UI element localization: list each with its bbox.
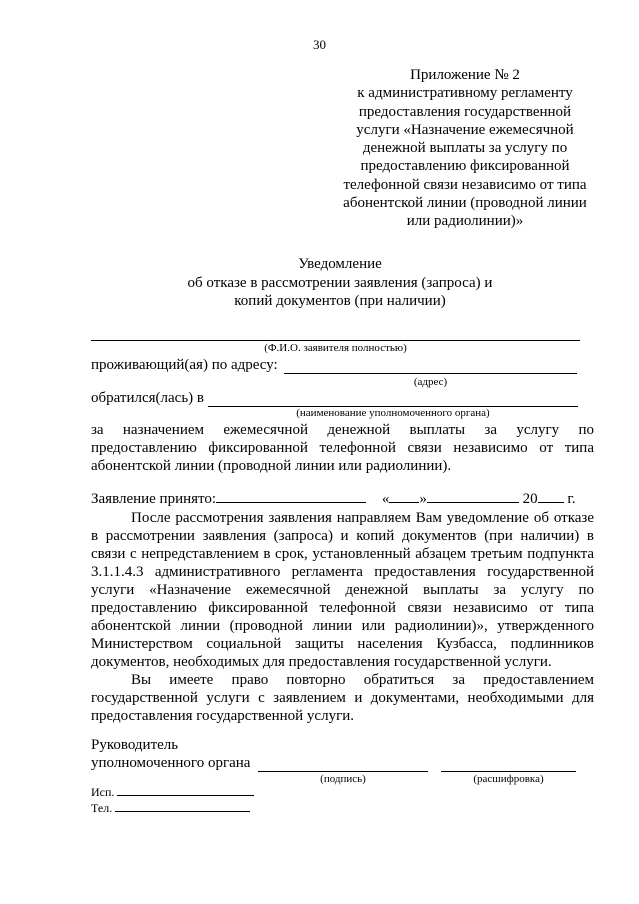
- phone-blank: [115, 811, 250, 812]
- quote-open: «: [381, 491, 390, 507]
- year-prefix: 20: [522, 491, 538, 507]
- signature-organ: уполномоченного органа: [91, 755, 251, 771]
- page-number: 30: [313, 37, 326, 52]
- address-underline: [284, 357, 577, 374]
- fio-caption: (Ф.И.О. заявителя полностью): [264, 342, 407, 354]
- appendix-line: предоставления государственной: [358, 103, 572, 120]
- title-line: копий документов (при наличии): [234, 293, 446, 309]
- body-line: документов, необходимых для предоставления государственной услуги.: [91, 654, 552, 670]
- accepted-label: Заявление принято:: [91, 491, 217, 507]
- appendix-line: денежной выплаты за услугу по: [362, 140, 568, 157]
- signature-title: Руководитель: [91, 737, 179, 753]
- body-line: Министерством социальной защиты населения Кузбасса, подлинников: [91, 636, 594, 652]
- appendix-line: Приложение № 2: [410, 67, 520, 83]
- signature-underline: [258, 755, 428, 772]
- body-line: услуги «Назначение ежемесячной денежной выплаты за услугу по: [91, 582, 594, 598]
- phone-label: Тел.: [91, 801, 113, 815]
- body-line: абонентской линии (проводной линии или радиолинии)», утвержденного: [91, 618, 594, 634]
- body-line: 3.1.1.4.3 административного регламента предоставления государственной: [91, 564, 594, 580]
- decode-underline: [441, 755, 576, 772]
- sign-caption: (подпись): [320, 773, 366, 785]
- body-line: предоставлению фиксированной телефонной связи независимо от типа: [91, 600, 594, 616]
- phone-line: [91, 801, 250, 816]
- purpose-line: предоставлению фиксированной телефонной связи независимо от типа: [91, 440, 594, 456]
- executor-blank: [117, 795, 254, 796]
- fio-underline: [91, 325, 580, 341]
- year-blank: [538, 502, 564, 503]
- month-blank: [427, 502, 519, 503]
- document-title: [150, 255, 530, 311]
- executor-label: Исп.: [91, 785, 115, 799]
- accepted-line: [91, 491, 576, 508]
- appendix-line: абонентской линии (проводной линии: [343, 195, 587, 212]
- executor-line: [91, 785, 254, 800]
- organ-caption: (наименование уполномоченного органа): [296, 407, 490, 419]
- appendix-line: услуги «Назначение ежемесячной: [356, 121, 574, 138]
- body-line: в рассмотрении заявления (запроса) и копий документов (при наличии) в: [91, 528, 594, 544]
- appendix-line: к административному регламенту: [357, 85, 573, 102]
- organ-underline: [208, 390, 578, 407]
- body-line: После рассмотрения заявления направляем Вам уведомление об отказе: [131, 510, 594, 526]
- title-line: об отказе в рассмотрении заявления (запроса) и: [187, 274, 493, 291]
- address-caption: (адрес): [413, 376, 448, 388]
- purpose-line: абонентской линии (проводной линии или радиолинии).: [91, 458, 452, 474]
- year-suffix: г.: [567, 491, 576, 507]
- body-line: предоставления государственной услуги.: [91, 708, 355, 724]
- appendix-line: предоставлению фиксированной: [360, 158, 570, 175]
- decode-caption: (расшифровка): [473, 773, 544, 785]
- body-line: государственной услуги с заявлением и документами, необходимыми для: [91, 690, 594, 706]
- appendix-line: или радиолинии)»: [406, 213, 524, 230]
- address-label: проживающий(ая) по адресу:: [91, 357, 278, 373]
- applied-label: обратился(лась) в: [91, 390, 204, 406]
- appendix-block: [340, 66, 590, 231]
- accepted-blank: [216, 502, 366, 503]
- body-line: Вы имеете право повторно обратиться за предоставлением: [131, 672, 594, 688]
- purpose-line: за назначением ежемесячной денежной выплаты за услугу по: [91, 422, 594, 438]
- body-line: связи с непредставлением в срок, установленный абзацем третьим подпункта: [91, 546, 594, 562]
- appendix-line: телефонной связи независимо от типа: [343, 176, 587, 193]
- title-heading: Уведомление: [298, 256, 382, 272]
- quote-close: »: [419, 491, 427, 507]
- day-blank: [389, 502, 419, 503]
